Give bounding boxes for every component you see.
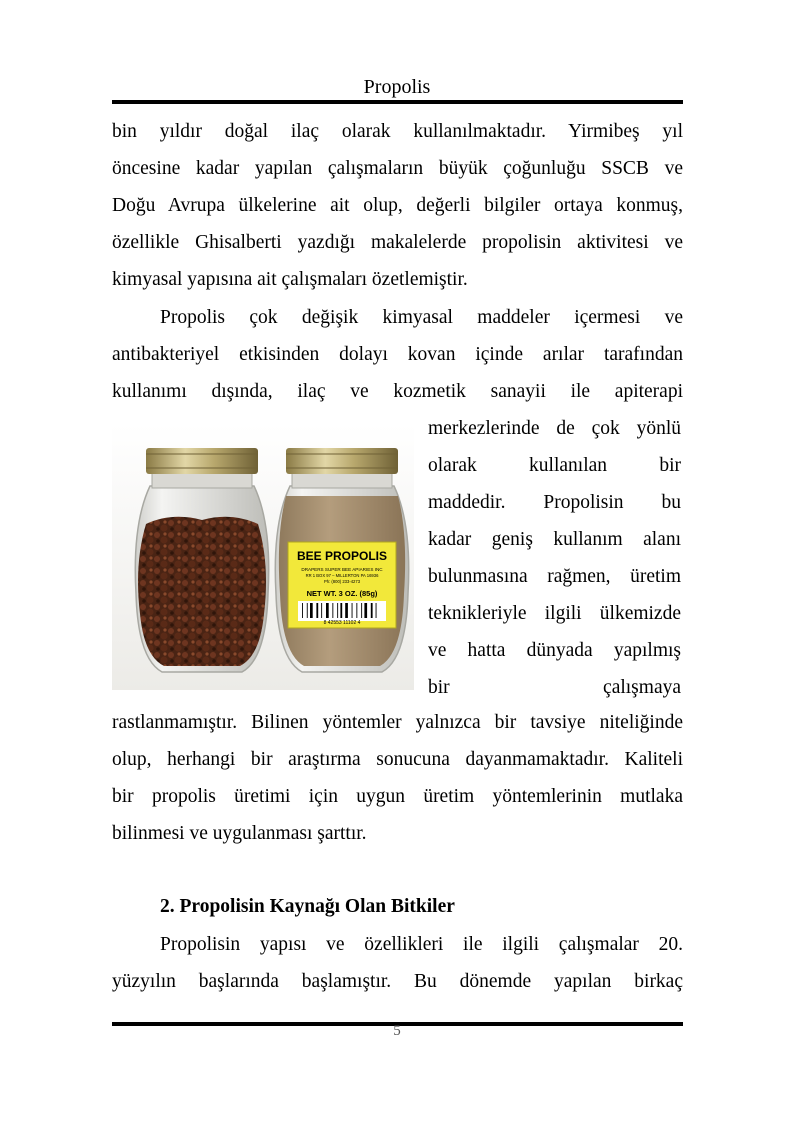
jar-left xyxy=(135,448,268,672)
text-line: bilinmesi ve uygulanması şarttır. xyxy=(112,823,367,844)
text-line: kimyasal yapısına ait çalışmaları özetlemiştir. xyxy=(112,269,468,290)
text-line: merkezlerinde de çok yönlü xyxy=(428,418,681,439)
text-line: Doğu Avrupa ülkelerine ait olup, değerli bilgiler ortaya konmuş, xyxy=(112,195,683,216)
label-line: DRAPERS SUPER BEE APIARIES INC xyxy=(301,567,383,572)
text-line: bulunmasına rağmen, üretim xyxy=(428,566,681,587)
text-line: bir çalışmaya xyxy=(428,677,681,698)
text-line: özellikle Ghisalberti yazdığı makalelerde propolisin aktivitesi ve xyxy=(112,232,683,253)
jar-right xyxy=(275,448,408,672)
text-line: yüzyılın başlarında başlamıştır. Bu dönemde yapılan birkaç xyxy=(112,971,683,992)
text-line: bir propolis üretimi için uygun üretim yöntemlerinin mutlaka xyxy=(112,786,683,807)
text-line: antibakteriyel etkisinden dolayı kovan içinde arılar tarafından xyxy=(112,344,683,365)
propolis-jars-photo xyxy=(112,424,414,690)
text-line: olup, herhangi bir araştırma sonucuna dayanmamaktadır. Kaliteli xyxy=(112,749,683,770)
text-line: kullanımı dışında, ilaç ve kozmetik sanayii ile apiterapi xyxy=(112,381,683,402)
text-line: kadar geniş kullanım alanı xyxy=(428,529,681,550)
text-line: ve hatta dünyada yapılmış xyxy=(428,640,681,661)
running-header: Propolis xyxy=(363,76,431,98)
barcode-digits: 8 42553 11102 4 xyxy=(323,620,361,626)
page-number: 5 xyxy=(393,1023,401,1039)
text-line: öncesine kadar yapılan çalışmaların büyük çoğunluğu SSCB ve xyxy=(112,158,683,179)
text-line: olarak kullanılan bir xyxy=(428,455,681,476)
text-line: Propolisin yapısı ve özellikleri ile ilgili çalışmalar 20. xyxy=(160,934,683,955)
label-weight: NET WT. 3 OZ. (85g) xyxy=(306,589,378,598)
text-line: maddedir. Propolisin bu xyxy=(428,492,681,513)
section-heading: 2. Propolisin Kaynağı Olan Bitkiler xyxy=(160,896,455,917)
label-line: RR 1 BOX 97 – MILLERTON PA 16936 xyxy=(305,573,379,578)
text-line: teknikleriyle ilgili ülkemizde xyxy=(428,603,681,624)
text-line: bin yıldır doğal ilaç olarak kullanılmaktadır. Yirmibeş yıl xyxy=(112,121,683,142)
label-line: Ph: (800) 233-4273 xyxy=(323,579,361,584)
text-line: Propolis çok değişik kimyasal maddeler içermesi ve xyxy=(160,307,683,328)
text-line: rastlanmamıştır. Bilinen yöntemler yalnızca bir tavsiye niteliğinde xyxy=(112,712,683,733)
header-rule xyxy=(112,100,683,104)
label-title: BEE PROPOLIS xyxy=(296,549,388,563)
